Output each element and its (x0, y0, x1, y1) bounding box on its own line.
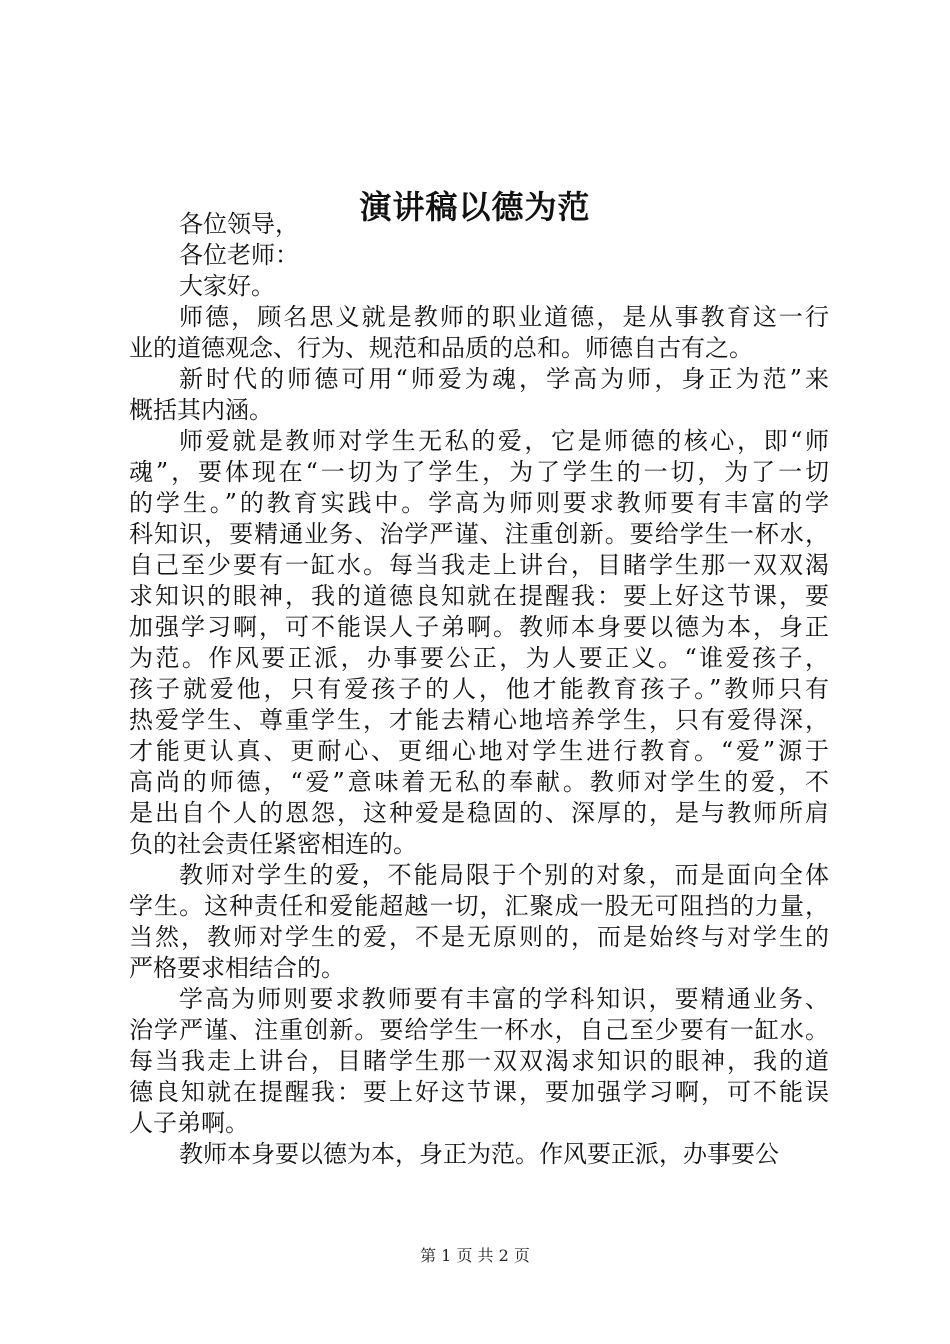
document-body (129, 209, 829, 1170)
greeting-line: 各位领导， (179, 210, 299, 238)
paragraph-line: 才能更认真、更耐心、更细心地对学生进行教育。“爱”源于 (129, 737, 829, 765)
paragraph-line: 严格要求相结合的。 (129, 954, 345, 982)
paragraph-line: 求知识的眼神，我的道德良知就在提醒我：要上好这节课，要 (129, 582, 829, 610)
paragraph-line: 负的社会责任紧密相连的。 (129, 830, 417, 858)
paragraph-line: 加强学习啊，可不能误人子弟啊。教师本身要以德为本，身正 (129, 613, 829, 641)
paragraph-line: 概括其内涵。 (129, 396, 273, 424)
paragraph (129, 984, 829, 1139)
greeting-line: 大家好。 (179, 272, 275, 300)
paragraph-line: 科知识，要精通业务、治学严谨、注重创新。要给学生一杯水， (129, 520, 829, 548)
paragraph-line: 师德，顾名思义就是教师的职业道德，是从事教育这一行 (179, 303, 829, 331)
paragraph (129, 302, 829, 364)
paragraph-line: 教师对学生的爱，不能局限于个别的对象，而是面向全体 (179, 861, 829, 889)
paragraph-line: 德良知就在提醒我：要上好这节课，要加强学习啊，可不能误 (129, 1078, 829, 1106)
paragraph-line: 孩子就爱他，只有爱孩子的人，他才能教育孩子。”教师只有 (129, 675, 829, 703)
paragraph-line: 学生。这种责任和爱能超越一切，汇聚成一股无可阻挡的力量， (129, 892, 829, 920)
paragraph-line: 为范。作风要正派，办事要公正，为人要正义。“谁爱孩子， (129, 644, 829, 672)
paragraph-line: 热爱学生、尊重学生，才能去精心地培养学生，只有爱得深， (129, 706, 829, 734)
paragraph (129, 1139, 829, 1170)
paragraph-line: 人子弟啊。 (129, 1109, 249, 1137)
paragraph-line: 学高为师则要求教师要有丰富的学科知识，要精通业务、 (179, 985, 829, 1013)
paragraph-line: 业的道德观念、行为、规范和品质的总和。师德自古有之。 (129, 334, 753, 362)
paragraph-line: 是出自个人的恩怨，这种爱是稳固的、深厚的，是与教师所肩 (129, 799, 829, 827)
document-title: 演讲稿以德为范 (359, 188, 591, 226)
paragraph (129, 426, 829, 860)
paragraph-line: 当然，教师对学生的爱，不是无原则的，而是始终与对学生的 (129, 923, 829, 951)
greeting-line: 各位老师： (179, 241, 299, 269)
paragraph-line: 师爱就是教师对学生无私的爱，它是师德的核心，即“师 (179, 427, 829, 455)
greetings-block (129, 209, 829, 302)
paragraph-line: 的学生。”的教育实践中。学高为师则要求教师要有丰富的学 (129, 489, 829, 517)
paragraphs-container (129, 302, 829, 1170)
page-footer: 第 1 页 共 2 页 (420, 1246, 530, 1265)
paragraph-line: 高尚的师德，“爱”意味着无私的奉献。教师对学生的爱，不 (129, 768, 829, 796)
paragraph-line: 每当我走上讲台，目睹学生那一双双渴求知识的眼神，我的道 (129, 1047, 829, 1075)
paragraph-line: 教师本身要以德为本，身正为范。作风要正派，办事要公 (179, 1140, 779, 1168)
paragraph (129, 364, 829, 426)
paragraph-line: 治学严谨、注重创新。要给学生一杯水，自己至少要有一缸水。 (129, 1016, 829, 1044)
paragraph (129, 860, 829, 984)
paragraph-line: 新时代的师德可用“师爱为魂，学高为师，身正为范”来 (179, 365, 829, 393)
paragraph-line: 魂”，要体现在“一切为了学生，为了学生的一切，为了一切 (129, 458, 829, 486)
paragraph-line: 自己至少要有一缸水。每当我走上讲台，目睹学生那一双双渴 (129, 551, 829, 579)
